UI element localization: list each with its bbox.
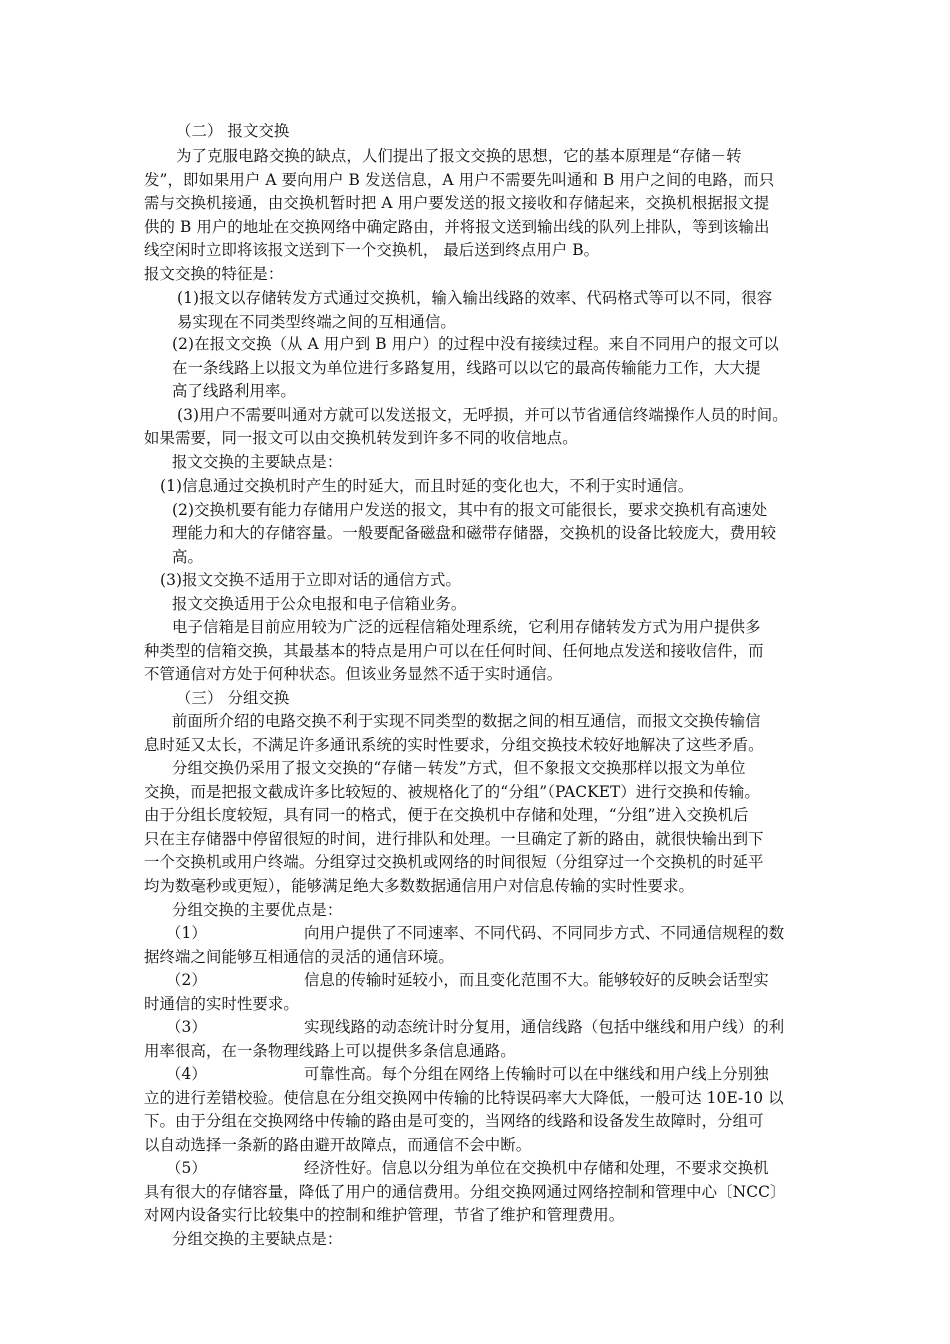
list-item: (1)报文以存储转发方式通过交换机，输入输出线路的效率、代码格式等可以不同，很容 (177, 289, 773, 307)
list-item: 如果需要，同一报文可以由交换机转发到许多不同的收信地点。 (144, 429, 578, 447)
section-heading: （三） 分组交换 (176, 689, 290, 707)
text-line: 分组交换仍采用了报文交换的“存储－转发”方式，但不象报文交换那样以报文为单位 (172, 759, 746, 777)
text-line: 发”，即如果用户 A 要向用户 B 发送信息，A 用户不需要先叫通和 B 用户之间的电路，而只 (144, 171, 775, 189)
list-item: 具有很大的存储容量，降低了用户的通信费用。分组交换网通过网络控制和管理中心〔NCC〕 (144, 1183, 786, 1201)
section-heading: （二） 报文交换 (176, 122, 290, 140)
text-line: 报文交换适用于公众电报和电子信箱业务。 (172, 595, 467, 613)
list-item: 向用户提供了不同速率、不同代码、不同同步方式、不同通信规程的数 (304, 924, 785, 942)
list-item: (3)报文交换不适用于立即对话的通信方式。 (160, 571, 461, 589)
list-item: 下。由于分组在交换网络中传输的路由是可变的，当网络的线路和设备发生故障时，分组可 (144, 1112, 764, 1130)
subheading: 报文交换的主要缺点是： (172, 453, 343, 471)
list-item: 易实现在不同类型终端之间的互相通信。 (177, 313, 456, 331)
subheading: 报文交换的特征是： (144, 265, 284, 283)
list-item: 实现线路的动态统计时分复用，通信线路（包括中继线和用户线）的利 (304, 1018, 785, 1036)
text-line: 由于分组长度较短，具有同一的格式，便于在交换机中存储和处理，“分组”进入交换机后 (144, 806, 749, 824)
list-item: 以自动选择一条新的路由避开故障点，而通信不会中断。 (144, 1136, 532, 1154)
list-number: （3） (166, 1018, 207, 1036)
text-line: 息时延又太长，不满足许多通讯系统的实时性要求，分组交换技术较好地解决了这些矛盾。 (144, 736, 764, 754)
list-item: 高了线路利用率。 (172, 382, 296, 400)
text-line: 不管通信对方处于何种状态。但该业务显然不适于实时通信。 (144, 665, 563, 683)
list-item: 据终端之间能够互相通信的灵活的通信环境。 (144, 948, 454, 966)
list-item: 在一条线路上以报文为单位进行多路复用，线路可以以它的最高传输能力工作，大大提 (172, 359, 761, 377)
text-line: 前面所介绍的电路交换不利于实现不同类型的数据之间的相互通信，而报文交换传输信 (172, 712, 761, 730)
subheading: 分组交换的主要缺点是： (172, 1230, 343, 1248)
text-line: 电子信箱是目前应用较为广泛的远程信箱处理系统，它利用存储转发方式为用户提供多 (172, 618, 761, 636)
list-number: （1） (166, 924, 207, 942)
list-item: 高。 (172, 548, 203, 566)
text-line: 交换，而是把报文截成许多比较短的、被规格化了的“分组”（PACKET）进行交换和传输。 (144, 783, 760, 801)
list-item: 理能力和大的存储容量。一般要配备磁盘和磁带存储器，交换机的设备比较庞大，费用较 (172, 524, 777, 542)
list-item: 对网内设备实行比较集中的控制和维护管理，节省了维护和管理费用。 (144, 1206, 625, 1224)
list-item: 用率很高，在一条物理线路上可以提供多条信息通路。 (144, 1042, 516, 1060)
list-number: （5） (166, 1159, 207, 1177)
text-line: 均为数毫秒或更短），能够满足绝大多数数据通信用户对信息传输的实时性要求。 (144, 877, 694, 895)
list-item: (2)在报文交换（从 A 用户到 B 用户）的过程中没有接续过程。来自不同用户的报文可以 (172, 335, 779, 353)
subheading: 分组交换的主要优点是： (172, 901, 343, 919)
list-item: 可靠性高。每个分组在网络上传输时可以在中继线和用户线上分别独 (304, 1065, 769, 1083)
list-item: (3)用户不需要叫通对方就可以发送报文，无呼损，并可以节省通信终端操作人员的时间。 (177, 406, 788, 424)
list-item: 时通信的实时性要求。 (144, 995, 299, 1013)
text-line: 种类型的信箱交换，其最基本的特点是用户可以在任何时间、任何地点发送和接收信件，而 (144, 642, 764, 660)
text-line: 需与交换机接通，由交换机暂时把 A 用户要发送的报文接收和存储起来，交换机根据报文提 (144, 194, 770, 212)
text-line: 只在主存储器中停留很短的时间，进行排队和处理。一旦确定了新的路由，就很快输出到下 (144, 830, 764, 848)
text-line: 为了克服电路交换的缺点，人们提出了报文交换的思想，它的基本原理是“存储－转 (176, 147, 742, 165)
list-item: 立的进行差错校验。使信息在分组交换网中传输的比特误码率大大降低，一般可达 10E-10 以 (144, 1089, 784, 1107)
text-line: 线空闲时立即将该报文送到下一个交换机， 最后送到终点用户 B。 (144, 241, 600, 259)
list-item: 信息的传输时延较小，而且变化范围不大。能够较好的反映会话型实 (304, 971, 769, 989)
list-item: 经济性好。信息以分组为单位在交换机中存储和处理，不要求交换机 (304, 1159, 769, 1177)
list-item: (2)交换机要有能力存储用户发送的报文，其中有的报文可能很长，要求交换机有高速处 (172, 501, 768, 519)
text-line: 供的 B 用户的地址在交换网络中确定路由，并将报文送到输出线的队列上排队，等到该输出 (144, 218, 770, 236)
list-number: （2） (166, 971, 207, 989)
text-line: 一个交换机或用户终端。分组穿过交换机或网络的时间很短（分组穿过一个交换机的时延平 (144, 853, 764, 871)
list-number: （4） (166, 1065, 207, 1083)
list-item: (1)信息通过交换机时产生的时延大，而且时延的变化也大，不利于实时通信。 (160, 477, 694, 495)
